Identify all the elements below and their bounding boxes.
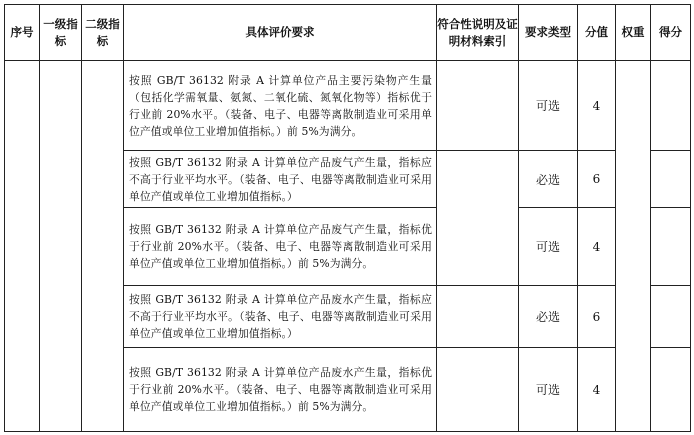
score-cell	[651, 208, 691, 286]
requirement-cell: 按照 GB/T 36132 附录 A 计算单位产品废水产生量，指标应不高于行业平均水平。（装备、电子、电器等离散制造业可采用单位产值或单位工业增加值指标。）	[124, 286, 437, 348]
requirement-type-cell: 可选	[519, 348, 578, 432]
evidence-cell	[437, 348, 519, 432]
score-cell	[651, 151, 691, 208]
requirement-type-cell: 可选	[519, 61, 578, 151]
level2-indicator-cell	[82, 61, 124, 432]
score-cell	[651, 61, 691, 151]
requirement-type-cell: 必选	[519, 151, 578, 208]
header-row	[5, 5, 691, 61]
score-value-cell: 6	[578, 286, 616, 348]
score-cell	[651, 348, 691, 432]
header-evidence-index: 符合性说明及证明材料索引	[437, 5, 519, 61]
header-weight: 权重	[616, 5, 651, 61]
evidence-cell	[437, 61, 519, 151]
level1-indicator-cell	[40, 61, 82, 432]
header-level2-indicator: 二级指标	[82, 5, 124, 61]
requirement-type-cell: 必选	[519, 286, 578, 348]
header-requirement: 具体评价要求	[124, 5, 437, 61]
table-row	[5, 61, 691, 151]
header-score-value: 分值	[578, 5, 616, 61]
score-value-cell: 4	[578, 348, 616, 432]
evidence-cell	[437, 286, 519, 348]
evaluation-table	[4, 4, 691, 432]
requirement-cell: 按照 GB/T 36132 附录 A 计算单位产品主要污染物产生量（包括化学需氧量、氨氮、二氧化硫、氮氧化物等）指标优于行业前 20%水平。（装备、电子、电器等离散制造业可采用单位产值或单位工业增加值指标。）前 5%为满分。	[124, 61, 437, 151]
header-requirement-type: 要求类型	[519, 5, 578, 61]
header-seq: 序号	[5, 5, 40, 61]
score-value-cell: 4	[578, 208, 616, 286]
weight-cell	[616, 61, 651, 432]
score-value-cell: 4	[578, 61, 616, 151]
requirement-cell: 按照 GB/T 36132 附录 A 计算单位产品废气产生量，指标优于行业前 20%水平。（装备、电子、电器等离散制造业可采用单位产值或单位工业增加值指标。）前 5%为满分。	[124, 208, 437, 286]
score-cell	[651, 286, 691, 348]
seq-cell	[5, 61, 40, 432]
header-score: 得分	[651, 5, 691, 61]
requirement-cell: 按照 GB/T 36132 附录 A 计算单位产品废水产生量，指标优于行业前 20%水平。（装备、电子、电器等离散制造业可采用单位产值或单位工业增加值指标。）前 5%为满分。	[124, 348, 437, 432]
requirement-type-cell: 可选	[519, 208, 578, 286]
score-value-cell: 6	[578, 151, 616, 208]
header-level1-indicator: 一级指标	[40, 5, 82, 61]
evidence-cell	[437, 151, 519, 286]
requirement-cell: 按照 GB/T 36132 附录 A 计算单位产品废气产生量，指标应不高于行业平均水平。（装备、电子、电器等离散制造业可采用单位产值或单位工业增加值指标。）	[124, 151, 437, 208]
